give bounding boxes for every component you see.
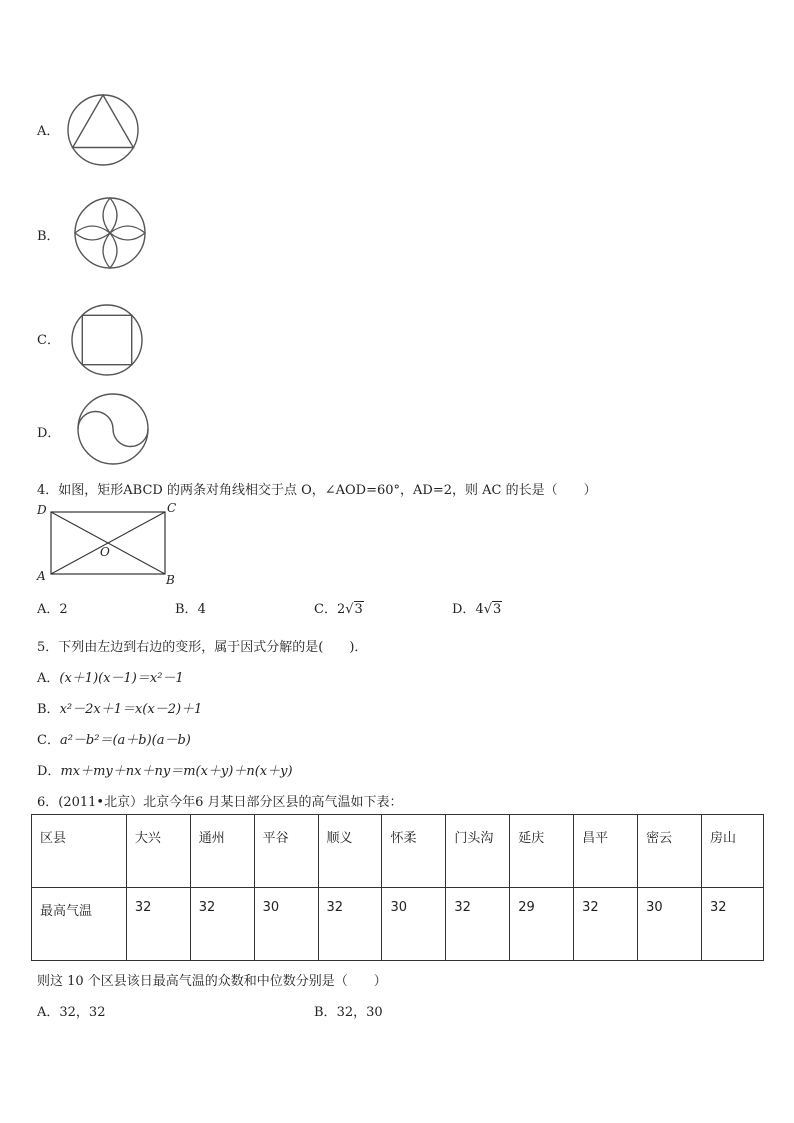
table-cell: 平谷: [254, 815, 318, 888]
petal-left: [75, 226, 110, 240]
table-cell: 延庆: [510, 815, 574, 888]
q4-option-b-label: B．: [175, 602, 198, 617]
q6-option-b: [314, 1001, 383, 1020]
q3-option-a-figure: [65, 92, 141, 168]
q4-option-c-label: C．: [314, 602, 337, 617]
sqrt-symbol: √3: [345, 602, 363, 617]
q4-option-c-radicand: 3: [354, 602, 363, 617]
table-cell: 密云: [638, 815, 702, 888]
vertex-d: D: [37, 503, 47, 517]
table-cell: 30: [254, 888, 318, 961]
table-data-row: [32, 888, 764, 961]
table-cell: 昌平: [574, 815, 638, 888]
s-curve: [78, 412, 148, 447]
q6-option-a-value: 32，32: [59, 1005, 106, 1020]
vertex-a: A: [37, 569, 46, 583]
table-cell: 最高气温: [32, 888, 127, 961]
q3-option-b-figure: [72, 195, 148, 271]
petal-bottom: [103, 233, 117, 268]
table-cell: 门头沟: [446, 815, 510, 888]
vertex-b: B: [166, 573, 175, 587]
q5-option-b-expr: x²－2x＋1＝x(x－2)＋1: [59, 702, 203, 717]
q5-option-b: [37, 698, 202, 717]
q4-option-d-radicand: 3: [493, 602, 502, 617]
q6-option-b-value: 32，30: [336, 1005, 383, 1020]
center-o: O: [100, 545, 110, 559]
table-cell: 29: [510, 888, 574, 961]
table-cell: 怀柔: [382, 815, 446, 888]
table-cell: 顺义: [318, 815, 382, 888]
table-cell: 区县: [32, 815, 127, 888]
table-cell: 大兴: [126, 815, 190, 888]
q4-rectangle-figure: [35, 500, 185, 588]
q3-option-d-label: D．: [37, 426, 61, 441]
table-cell: 32: [574, 888, 638, 961]
q3-option-c-label: C．: [37, 333, 60, 348]
q6-option-a: [37, 1001, 105, 1020]
q3-option-b-label: B．: [37, 229, 60, 244]
q5-option-a-expr: (x＋1)(x－1)＝x²－1: [59, 671, 184, 686]
table-cell: 30: [382, 888, 446, 961]
q5-option-c-label: C．: [37, 733, 60, 748]
q6-question: 则这 10 个区县该日最高气温的众数和中位数分别是（ ）: [37, 974, 387, 989]
square: [82, 315, 131, 364]
table-cell: 32: [190, 888, 254, 961]
q4-option-a: [37, 598, 68, 617]
table-cell: 30: [638, 888, 702, 961]
q5-option-d: [37, 760, 293, 779]
sqrt-symbol: √3: [483, 602, 502, 617]
q5-option-d-label: D．: [37, 764, 61, 779]
q4-option-d-coef: 4: [475, 602, 484, 617]
q6-option-b-label: B．: [314, 1005, 337, 1020]
q3-option-a-label: A．: [37, 124, 60, 139]
petal-top: [103, 198, 117, 233]
temperature-table: [31, 814, 764, 961]
q3-option-d-figure: [75, 391, 151, 467]
q4-option-c-coef: 2: [336, 602, 346, 617]
q4-option-a-label: A．: [37, 602, 60, 617]
petal-right: [110, 226, 145, 240]
table-cell: 通州: [190, 815, 254, 888]
q6-stem: 6．(2011•北京）北京今年6 月某日部分区县的高气温如下表：: [37, 795, 403, 810]
q4-stem: 4．如图，矩形ABCD 的两条对角线相交于点 O，∠AOD=60°，AD=2，则 AC 的长是（ ）: [37, 483, 597, 498]
q4-option-d: [452, 598, 502, 617]
q4-option-b-value: 4: [197, 602, 206, 617]
q5-option-a-label: A．: [37, 671, 60, 686]
q6-option-a-label: A．: [37, 1005, 60, 1020]
table-cell: 32: [701, 888, 763, 961]
q5-option-c-expr: a²－b²＝(a＋b)(a－b): [59, 733, 191, 748]
q4-option-a-value: 2: [59, 602, 68, 617]
q5-option-b-label: B．: [37, 702, 60, 717]
table-cell: 房山: [701, 815, 763, 888]
table-header-row: [32, 815, 764, 888]
q4-option-b: [175, 598, 206, 617]
table-cell: 32: [446, 888, 510, 961]
circle: [68, 95, 138, 165]
table-cell: 32: [318, 888, 382, 961]
q5-option-d-expr: mx＋my＋nx＋ny＝m(x＋y)＋n(x＋y): [60, 764, 293, 779]
q5-stem: 5．下列由左边到右边的变形，属于因式分解的是( )．: [37, 640, 368, 655]
q5-option-a: [37, 667, 184, 686]
vertex-c: C: [167, 501, 177, 515]
q3-option-c-figure: [69, 302, 145, 378]
q4-option-c: [314, 598, 364, 617]
table-cell: 32: [126, 888, 190, 961]
q4-option-d-label: D．: [452, 602, 476, 617]
q5-option-c: [37, 729, 191, 748]
